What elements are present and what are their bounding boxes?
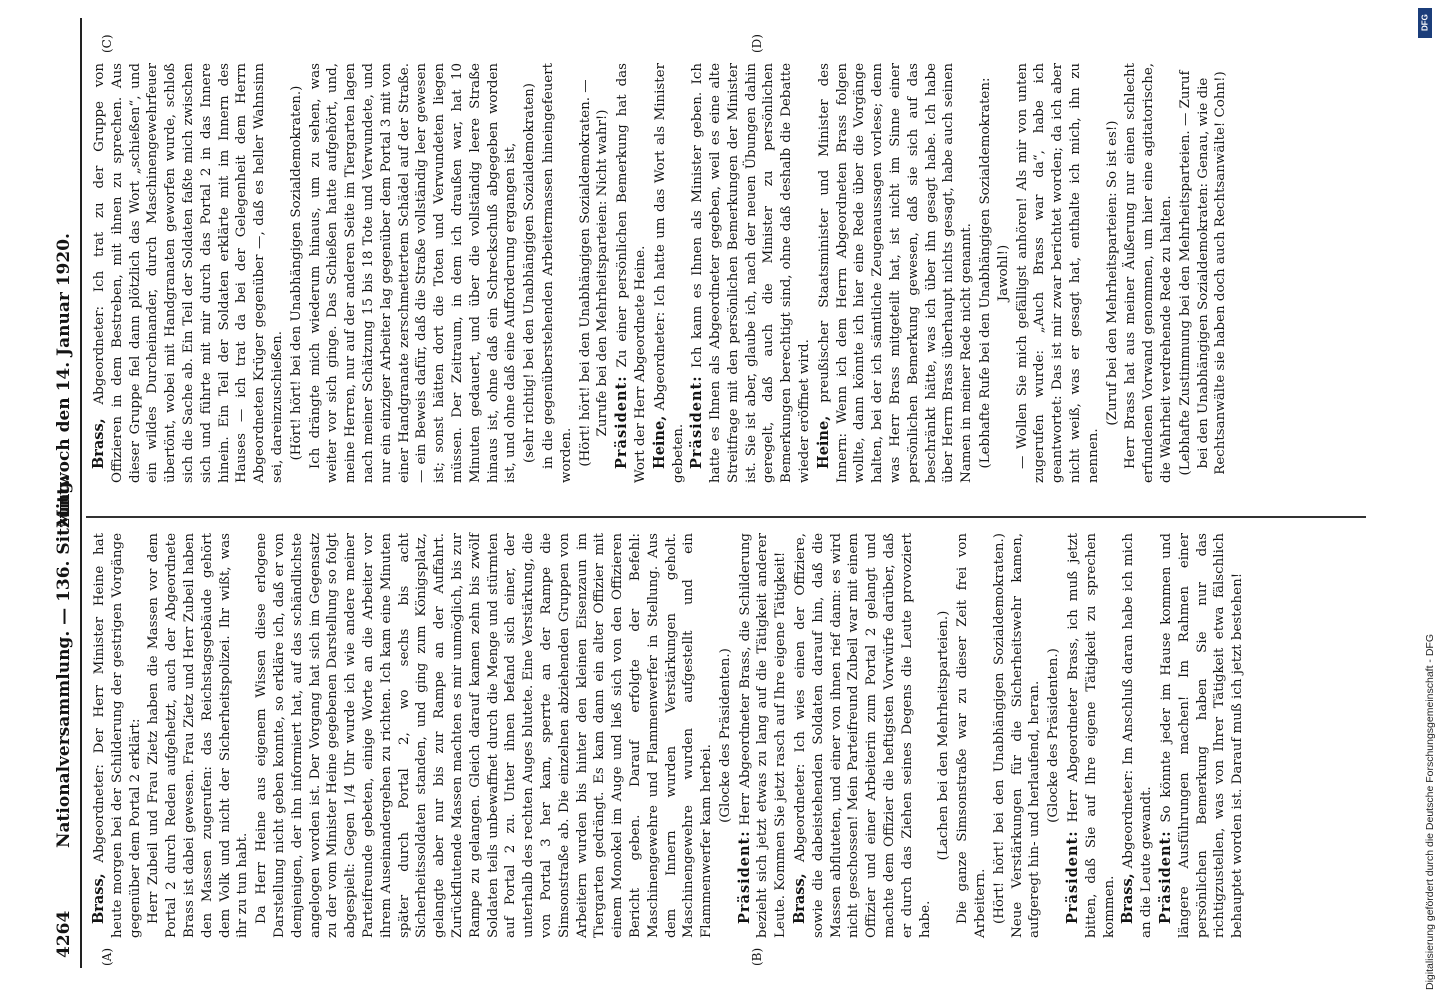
paragraph (1122, 63, 1175, 483)
header-date: Mittwoch den 14. Januar 1920. (54, 233, 74, 528)
paragraph (954, 533, 990, 938)
paragraph (651, 63, 688, 483)
paragraph-text: (Hört! hört! bei den Unabhängigen Sozialdemokraten.) Neue Verstärkungen für die Sicherheitswehr kamen, aufgeregt hin- und herlaufend, heran. (991, 533, 1043, 938)
speaker-name: Brass, (90, 418, 107, 469)
paragraph-text: (Hört! hört! bei den Unabhängigen Sozialdemokraten.) (288, 85, 304, 461)
right-column (90, 63, 1360, 483)
paragraph-text: Zu einer persönlichen Bemerkung hat das Wort der Herr Abgeordnete Heine. (615, 63, 648, 483)
speaker-name: Präsident: (613, 375, 631, 469)
paragraph-text: (Zuruf bei den Mehrheitsparteien: So ist es!) (1104, 120, 1120, 426)
margin-mark-a: (A) (100, 947, 114, 966)
speaker-name: Präsident: (1064, 830, 1082, 924)
paragraph-text: Herr Zubeil und Frau Zietz haben die Massen vor dem Portal 2 durch Reden aufgehetzt, auch der Abgeordnete Brass ist dabei gewesen. Frau Zietz und Herr Zubeil haben den Massen zugerufen: das Reichstagsgebäude gehört dem Volk und nicht der Sicherheitspolizei. Ihr wißt, was ihr zu tun habt. (146, 533, 251, 938)
paragraph-text: Abgeordneter: Im Anschluß daran habe ich mich an die Leute gewandt. (1121, 533, 1155, 938)
dfg-logo: DFG (1418, 8, 1432, 38)
paragraph-text: — Wollen Sie mich gefälligst anhören! Als mir von unten zugerufen wurde: „Auch Brass war da“, habe ich geantwortet: Das ist mir zwar berichtet worden; da ich aber nicht weiß, was er gesagt hat, enthalte ich mich, ihn zu nennen. (1014, 63, 1101, 483)
paragraph-text: Herr Abgeordneter Brass, ich muß jetzt bitten, daß Sie auf Ihre eigene Tätigkeit zu sprechen kommen. (1066, 533, 1117, 938)
header-session: Nationalversammlung. — 136. Sitzung. (54, 475, 74, 848)
paragraph-text: in die gegenüberstehenden Arbeitermassen hineingefeuert worden. (540, 63, 574, 483)
speaker-name: Präsident: (688, 375, 706, 469)
paragraph-text: Herr Abgeordneter Brass, die Schilderung bezieht sich jetzt etwas zu lang auf die Tätigkeit anderer Leute. Kommen Sie jetzt rasch auf Ihre eigene Tätigkeit! (737, 532, 789, 938)
page-header (50, 18, 78, 968)
paragraph (145, 533, 252, 938)
left-column (90, 533, 1360, 938)
speaker-name: Heine, (814, 415, 832, 469)
speaker-name: Brass, (1119, 873, 1137, 924)
paragraph-text: Herr Brass hat aus meiner Äußerung nur einen schlecht erfundenen Vorwand genommen, um hier eine agitatorische, die Wahrheit verdrehende Rede zu halten. (1123, 63, 1175, 483)
margin-mark-d: (D) (750, 34, 764, 53)
paragraph (977, 63, 1013, 483)
paragraph-text: (Hört! hört! bei den Unabhängigen Sozialdemokraten. — Zurufe bei den Mehrheitsparteien: Nicht wahr!) (577, 79, 611, 467)
paragraph (540, 63, 576, 483)
rotated-content (50, 18, 1370, 968)
paragraph-text: Ich kann es Ihnen als Minister geben. Ich hatte es Ihnen als Abgeordneter gegeben, weil es eine alte Streitfrage mit den persönlichen Bemerkungen der Minister ist. Sie ist aber, glaube ich, nach der neuen Übungen dahin geregelt, daß auch die Minister zu persönlichen Bemerkungen berechtigt sind, ohne daß deshalb die Debatte wieder eröffnet wird. (690, 63, 813, 483)
paragraph (1104, 63, 1122, 483)
paragraph (90, 533, 144, 938)
paragraph (1177, 63, 1230, 483)
paragraph-text: Abgeordneter: Ich hatte um das Wort als Minister gebeten. (652, 63, 686, 483)
speaker-name: Brass, (791, 873, 809, 924)
column-divider (86, 517, 1366, 519)
digitization-credit: Digitalisierung gefördert durch die Deutsche Forschungsgemeinschaft - DFG (1424, 633, 1436, 990)
paragraph (688, 63, 814, 483)
paragraph (991, 533, 1044, 938)
paragraph-text: (Glocke des Präsidenten.) (717, 648, 733, 823)
header-rule (80, 18, 82, 968)
paragraph-text: Ich drängte mich wiederum hinaus, um zu sehen, was weiter vor sich ginge. Das Schießen hatte aufgehört, und, meine Herren, nur auf der anderen Seite im Tiergarten lagen nach meiner Schätzung 15 bis 18 Tote und Verwundete, und nur ein einziger Arbeiter lag gegenüber dem Portal 3 mit von einer Handgranate zerschmettertem Schädel auf der Straße. — ein Beweis dafür, daß die Straße vollständig leer gewesen ist; sonst hätten dort die Toten und Verwundeten liegen müssen. Der Zeitraum, in dem ich draußen war, hat 10 Minuten gedauert, und über die vollständig leere Straße hinaus ist, ohne daß ein Schreckschuß abgegeben worden ist, und ohne daß eine Aufforderung ergangen ist, (307, 63, 519, 483)
paragraph (577, 63, 613, 483)
page-number: 4264 (54, 910, 74, 958)
paragraph (1064, 533, 1118, 938)
paragraph (717, 533, 735, 938)
paragraph (1119, 533, 1156, 938)
paragraph-text: Abgeordneter: Ich wies einen der Offiziere, sowie die dabeistehenden Soldaten darauf hin, daß die Massen abfluteten, und einer von ihnen rief dann: es wird nicht geschossen! Mein Parteifreund Zubeil war mit einem Offizier und einer Arbeiterin zum Portal 2 gelangt und machte dem Offizier die heftigsten Vorwürfe darüber, daß er durch das Ziehen seines Degens die Leute provoziert habe. (793, 533, 933, 938)
paragraph-text: (Glocke des Präsidenten.) (1046, 648, 1062, 823)
paragraph (815, 63, 976, 483)
paragraph (1157, 533, 1247, 938)
speaker-name: Präsident: (1157, 830, 1175, 924)
paragraph (736, 533, 790, 938)
margin-mark-c: (C) (100, 34, 114, 53)
paragraph-text: preußischer Staatsminister und Minister des Innern: Wenn ich dem Herrn Abgeordneten Brass folgen wollte, dann könnte ich hier eine Rede über die Vorgänge halten, bei der ich sämtliche Zeugenaussagen vorlese; denn was Herr Brass mitgeteilt hat, ist nicht im Sinne einer persönlichen Bemerkung gewesen, daß sie sich auf das beschränkt hätte, was ich über ihn gesagt habe. Ich habe über Herrn Brass überhaupt nichts gesagt, habe auch seinen Namen in meiner Rede nicht genannt. (816, 63, 975, 483)
paragraph (1045, 533, 1063, 938)
paragraph (288, 63, 306, 483)
paragraph (253, 533, 716, 938)
paragraph (613, 63, 650, 483)
paragraph-text: Abgeordneter: Der Herr Minister Heine hat heute morgen bei der Schilderung der gestrigen Vorgänge gegenüber dem Portal 2 erklärt: (92, 533, 143, 938)
speaker-name: Heine, (650, 415, 668, 469)
paragraph-text: Abgeordneter: Ich trat zu der Gruppe von Offizieren in dem Bestreben, mit ihnen zu sprechen. Aus dieser Gruppe fiel dann plötzlich das Wort „schießen“, und ein wildes Durcheinander, durch Maschinengewehrfeuer übertönt, wobei mit Handgranaten geworfen wurde, schloß sich die Sache ab. Ein Teil der Soldaten faßte mich zwischen sich und führte mit mir durch das Portal 2 in das Innere hinein. Ein Teil der Soldaten erklärte mit im Innern des Hauses — ich trat da bei der Gelegenheit dem Herrn Abgeordneten Krüger gegenüber —, daß es heller Wahnsinn sei, dareinzuschießen. (92, 63, 285, 483)
paragraph (791, 533, 934, 938)
paragraph-text: (sehr richtig! bei den Unabhängigen Sozialdemokraten) (522, 82, 538, 464)
paragraph (307, 63, 521, 483)
margin-mark-b: (B) (750, 947, 764, 966)
speaker-name: Brass, (90, 873, 107, 924)
paragraph-text: Die ganze Simsonstraße war zu dieser Zeit frei von Arbeitern. (955, 533, 989, 938)
paragraph-text: (Lebhafte Rufe bei den Unabhängigen Sozialdemokraten: Jawohl!) (978, 77, 1011, 469)
paragraph (1014, 63, 1103, 483)
paragraph (521, 63, 539, 483)
paragraph-text: (Lebhafte Zustimmung bei den Mehrheitsparteien. — Zuruf bei den Unabhängigen Sozialdemokraten: Genau, wie die Rechtsanwälte sie haben doch auch Rechtsanwälte! Cohn!) (1177, 70, 1229, 476)
paragraph-text: Da Herr Heine aus eigenem Wissen diese erlogene Darstellung nicht geben konnte, so erkläre ich, daß er von demjenigen, der ihn informiert hat, auf das schändlichste angelogen worden ist. Der Vorgang hat sich im Gegensatz zu der vom Minister Heine gegebenen Darstellung so folgt abgespielt: Gegen 1/4 Uhr wurde ich wie andere meiner Parteifreunde gebeten, einige Worte an die Arbeiter vor ihrem Auseinandergehen zu richten. Ich kam eine Minuten später durch Portal 2, wo sechs bis acht Sicherheitssoldaten standen, und ging zum Königsplatz, gelangte aber nur bis zur Rampe an der Auffahrt. Zurückflutende Massen machten es mir unmöglich, bis zur Rampe zu gelangen. Gleich darauf kamen zehn bis zwölf Soldaten teils unbewaffnet durch die Menge und stürmten auf Portal 2 zu. Unter ihnen befand sich einer, der unterhalb des rechten Auges blutete. Eine Verstärkung, die von Portal 3 her kam, sperrte an der Rampe die Simsonstraße ab. Die einzelnen abziehenden Gruppen von Arbeitern wurden bis hinter den kleinen Eisenzaun im Tiergarten gedrängt. Es kam dann ein alter Offizier mit einem Monokel im Auge und ließ sich von den Offizieren Bericht geben. Darauf erfolgte der Befehl: Maschinengewehre und Flammenwerfer in Stellung. Aus dem Innern wurden Verstärkungen geholt. Maschinengewehre wurden aufgestellt und ein Flammenwerfer kam herbei. (254, 533, 715, 938)
paragraph (935, 533, 953, 938)
paragraph-text: (Lachen bei den Mehrheitsparteien.) (936, 610, 952, 861)
paragraph (90, 63, 287, 483)
paragraph-text: So könnte jeder im Hause kommen und längere Ausführungen machen! Im Rahmen einer persönlichen Bemerkung haben Sie nur das richtigzustellen, was von Ihrer Tätigkeit etwa fälschlich behauptet worden ist. Darauf muß ich jetzt bestehen! (1159, 533, 1246, 938)
speaker-name: Präsident: (735, 830, 753, 924)
